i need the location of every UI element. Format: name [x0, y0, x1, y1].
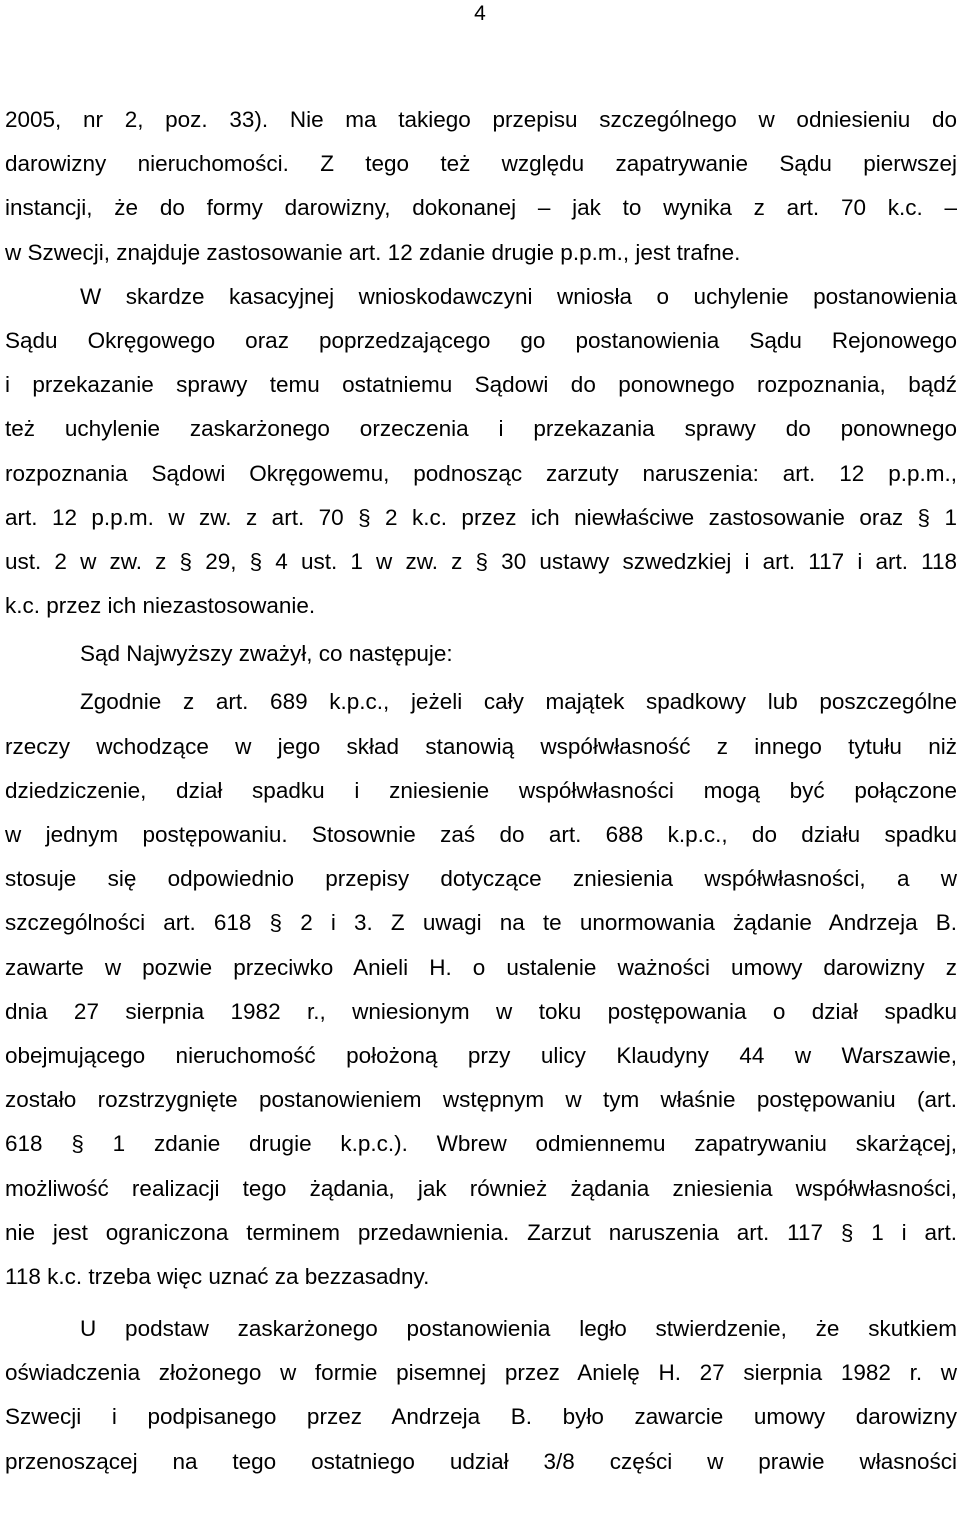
text-line: przenoszącej na tego ostatniego udział 3/8 części w prawie własności	[5, 1448, 957, 1474]
text-line: i przekazanie sprawy temu ostatniemu Sądowi do ponownego rozpoznania, bądź	[5, 372, 957, 398]
page-number: 4	[474, 2, 486, 25]
text-line: szczególności art. 618 § 2 i 3. Z uwagi na te unormowania żądanie Andrzeja B.	[5, 910, 957, 936]
text-line: obejmującego nieruchomość położoną przy ulicy Klaudyny 44 w Warszawie,	[5, 1042, 957, 1068]
text-line: rozpoznania Sądowi Okręgowemu, podnosząc zarzuty naruszenia: art. 12 p.p.m.,	[5, 460, 957, 486]
text-line: możliwość realizacji tego żądania, jak również żądania zniesienia współwłasności,	[5, 1175, 957, 1201]
text-line: w jednym postępowaniu. Stosownie zaś do art. 688 k.p.c., do działu spadku	[5, 822, 957, 847]
text-line: dnia 27 sierpnia 1982 r., wniesionym w toku postępowania o dział spadku	[5, 998, 957, 1024]
text-line: darowizny nieruchomości. Z tego też względu zapatrywanie Sądu pierwszej	[5, 151, 957, 177]
text-line: instancji, że do formy darowizny, dokonanej – jak to wynika z art. 70 k.c. –	[5, 195, 957, 221]
text-line: Zgodnie z art. 689 k.p.c., jeżeli cały majątek spadkowy lub poszczególne	[80, 689, 957, 715]
text-line: zawarte w pozwie przeciwko Anieli H. o ustalenie ważności umowy darowizny z	[5, 954, 957, 980]
text-line: stosuje się odpowiednio przepisy dotyczące zniesienia współwłasności, a w	[5, 866, 957, 892]
text-line: Szwecji i podpisanego przez Andrzeja B. było zawarcie umowy darowizny	[5, 1404, 957, 1430]
text-line: Sądu Okręgowego oraz poprzedzającego go postanowienia Sądu Rejonowego	[5, 327, 957, 353]
document-body	[5, 98, 957, 1484]
text-line: 618 § 1 zdanie drugie k.p.c.). Wbrew odmiennemu zapatrywaniu skarżącej,	[5, 1131, 957, 1157]
text-line: w Szwecji, znajduje zastosowanie art. 12 zdanie drugie p.p.m., jest trafne.	[5, 239, 741, 265]
text-line: k.c. przez ich niezastosowanie.	[5, 593, 316, 619]
text-line: zostało rozstrzygnięte postanowieniem wstępnym w tym właśnie postępowaniu (art.	[5, 1087, 957, 1113]
section-heading: Sąd Najwyższy zważył, co następuje:	[80, 641, 453, 667]
paragraph	[5, 275, 957, 629]
paragraph	[5, 98, 957, 275]
paragraph	[5, 680, 957, 1299]
text-line: W skardze kasacyjnej wnioskodawczyni wniosła o uchylenie postanowienia	[80, 283, 957, 309]
text-line: U podstaw zaskarżonego postanowienia legło stwierdzenie, że skutkiem	[80, 1316, 957, 1342]
text-line: rzeczy wchodzące w jego skład stanowią współwłasność z innego tytułu niż	[5, 733, 957, 759]
text-line: art. 12 p.p.m. w zw. z art. 70 § 2 k.c. przez ich niewłaściwe zastosowanie oraz § 1	[5, 504, 957, 530]
text-line: ust. 2 w zw. z § 29, § 4 ust. 1 w zw. z § 30 ustawy szwedzkiej i art. 117 i art. 118	[5, 548, 957, 574]
text-line: dziedziczenie, dział spadku i zniesienie współwłasności mogą być połączone	[5, 777, 957, 803]
text-line: 118 k.c. trzeba więc uznać za bezzasadny.	[5, 1263, 430, 1289]
paragraph	[5, 1307, 957, 1484]
text-line: nie jest ograniczona terminem przedawnienia. Zarzut naruszenia art. 117 § 1 i art.	[5, 1219, 957, 1245]
text-line: oświadczenia złożonego w formie pisemnej przez Anielę H. 27 sierpnia 1982 r. w	[5, 1360, 957, 1386]
text-line: też uchylenie zaskarżonego orzeczenia i przekazania sprawy do ponownego	[5, 416, 957, 442]
paragraph	[5, 632, 957, 676]
text-line: 2005, nr 2, poz. 33). Nie ma takiego przepisu szczególnego w odniesieniu do	[5, 107, 957, 132]
